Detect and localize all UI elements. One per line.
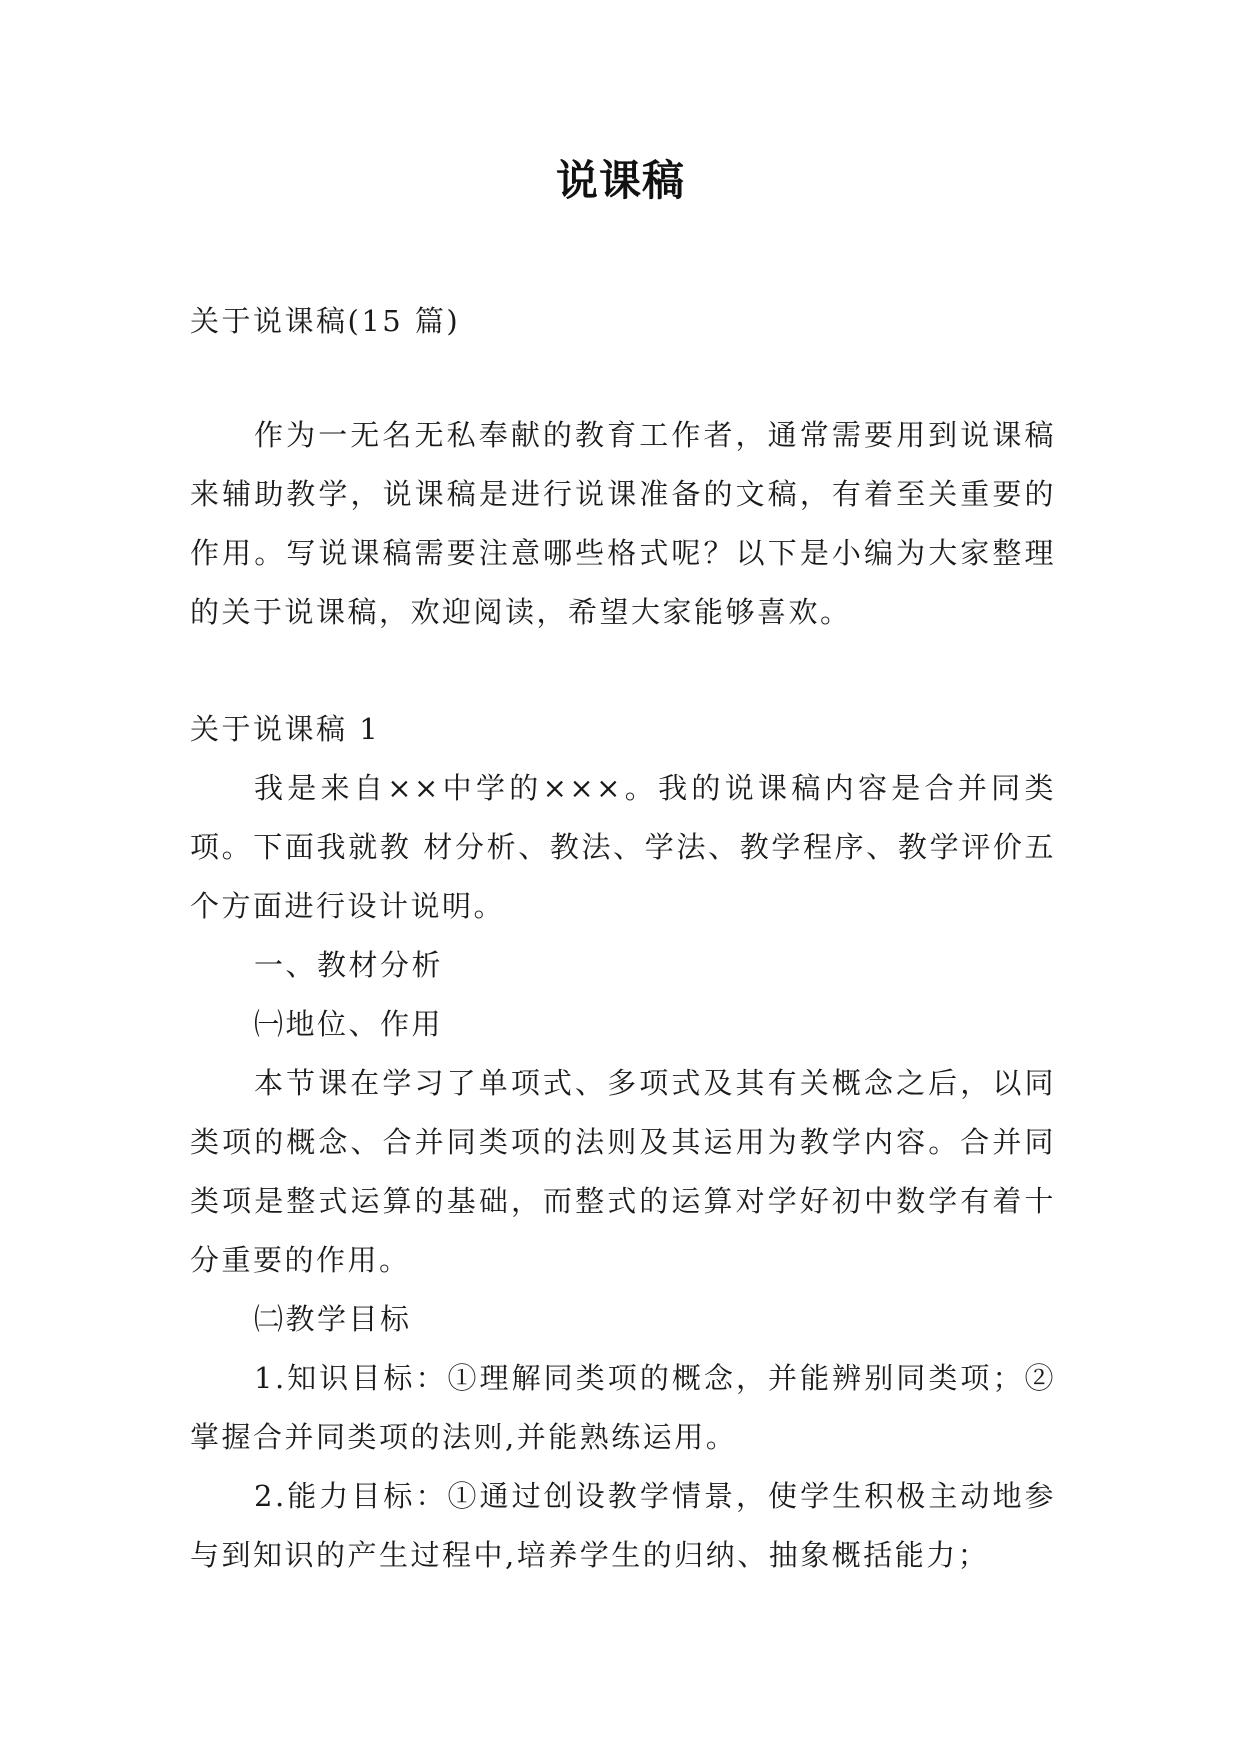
heading-position-role: ㈠地位、作用 <box>254 1007 444 1041</box>
document-body <box>190 292 1056 1585</box>
section-heading: 关于说课稿 1 <box>190 712 381 746</box>
document-subtitle: 关于说课稿(15 篇) <box>190 304 461 338</box>
ability-goal-paragraph: 2.能力目标：①通过创设教学情景，使学生积极主动地参与到知识的产生过程中,培养学生的归纳、抽象概括能力； <box>190 1479 1056 1572</box>
body-paragraph: 我是来自××中学的×××。我的说课稿内容是合并同类项。下面我就教 材分析、教法、学法、教学程序、教学评价五个方面进行设计说明。 <box>190 771 1056 923</box>
intro-paragraph: 作为一无名无私奉献的教育工作者，通常需要用到说课稿来辅助教学，说课稿是进行说课准备的文稿，有着至关重要的作用。写说课稿需要注意哪些格式呢？以下是小编为大家整理的关于说课稿，欢迎阅读，希望大家能够喜欢。 <box>190 418 1056 629</box>
document-title: 说课稿 <box>555 156 685 205</box>
spacer <box>190 351 1056 406</box>
body-paragraph: 本节课在学习了单项式、多项式及其有关概念之后，以同类项的概念、合并同类项的法则及其运用为教学内容。合并同类项是整式运算的基础，而整式的运算对学好初中数学有着十分重要的作用。 <box>190 1066 1056 1277</box>
spacer <box>190 642 1056 700</box>
knowledge-goal-paragraph: 1.知识目标：①理解同类项的概念，并能辨别同类项；② 掌握合并同类项的法则,并能熟练运用。 <box>190 1361 1056 1454</box>
heading-textbook-analysis: 一、教材分析 <box>254 948 444 982</box>
heading-teaching-goals: ㈡教学目标 <box>254 1302 412 1336</box>
